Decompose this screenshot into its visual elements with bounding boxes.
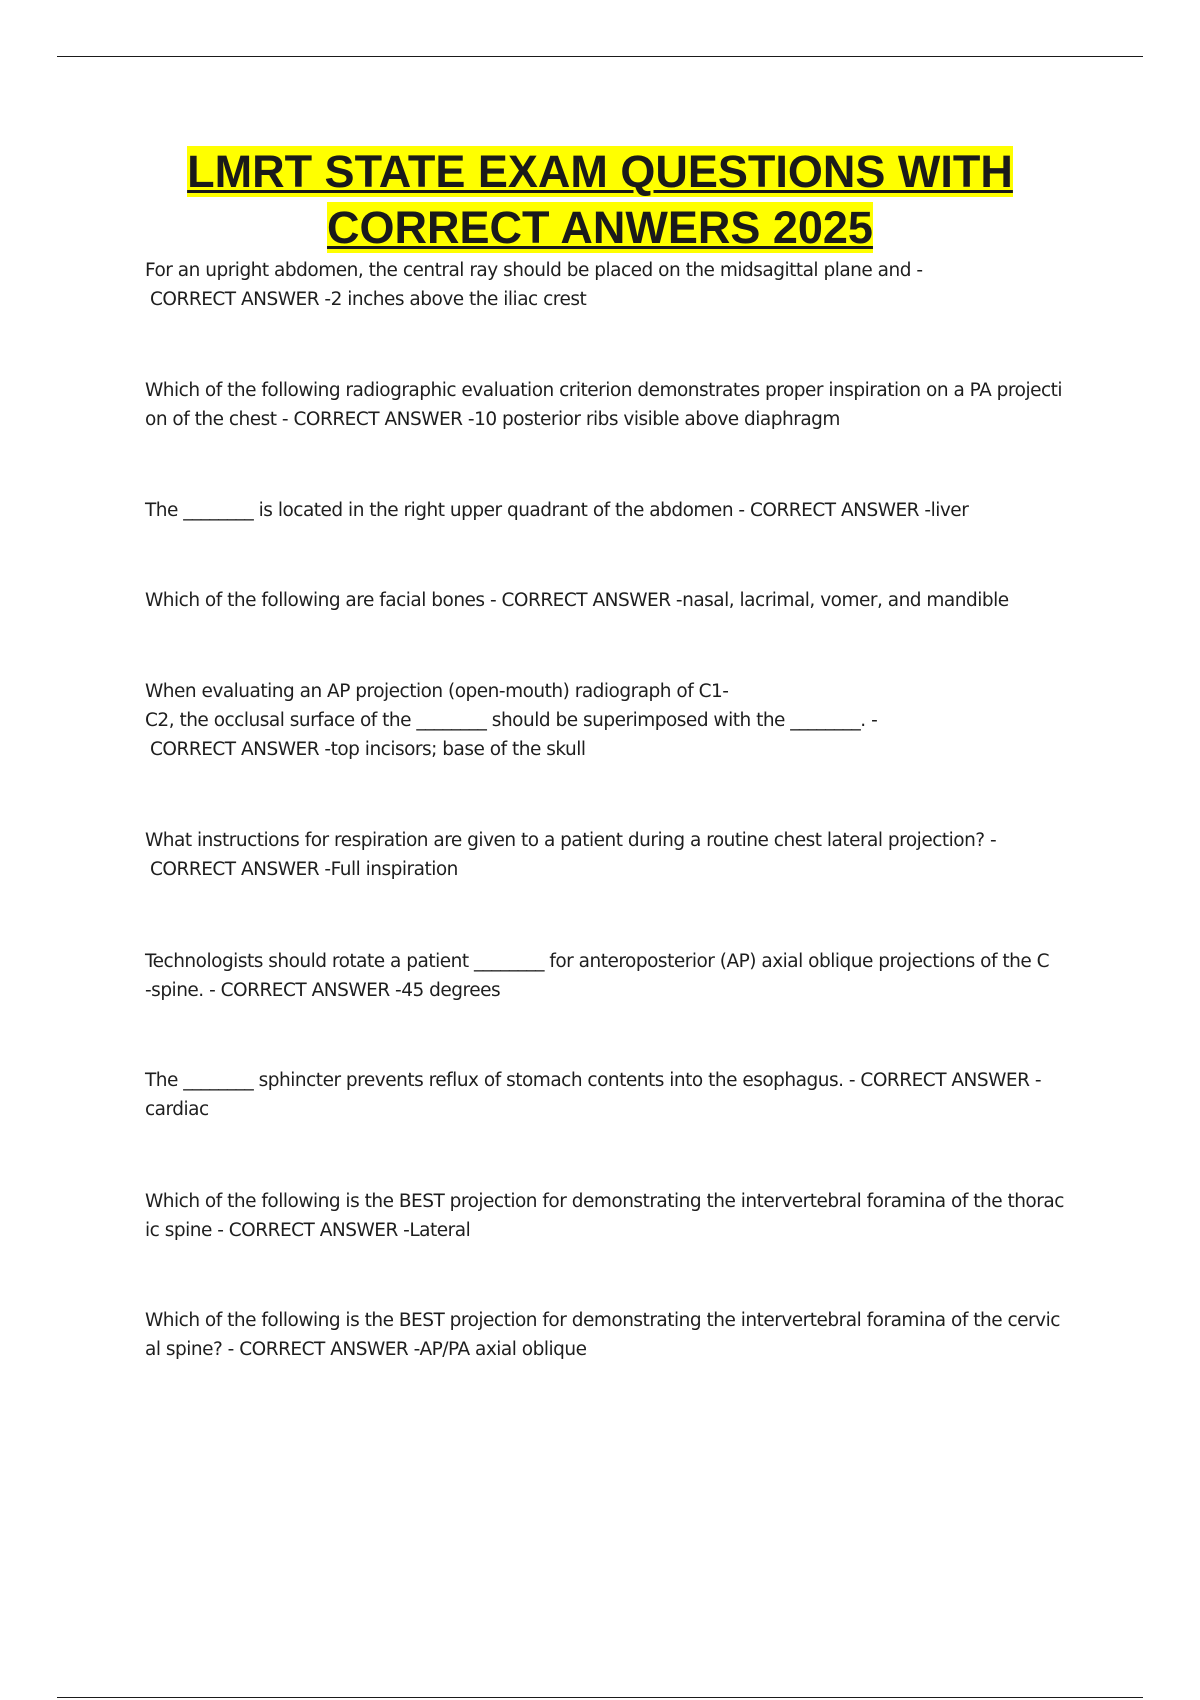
question-text: Which of the following radiographic evaluation criterion demonstrates proper inspiration on a PA projecti	[145, 380, 1063, 401]
answer-text: ic spine - CORRECT ANSWER -Lateral	[145, 1220, 471, 1241]
qa-item-6	[145, 826, 1095, 884]
question-text: C2, the occlusal surface of the ________ should be superimposed with the ________. -	[145, 710, 878, 731]
question-text: Which of the following are facial bones - CORRECT ANSWER -nasal, lacrimal, vomer, and mandible	[145, 590, 1009, 611]
question-text: The ________ is located in the right upper quadrant of the abdomen - CORRECT ANSWER -liver	[145, 500, 969, 521]
qa-item-4	[145, 586, 1095, 615]
answer-text: CORRECT ANSWER -2 inches above the iliac crest	[150, 289, 587, 310]
qa-item-8	[145, 1066, 1095, 1124]
answer-text: CORRECT ANSWER -top incisors; base of the skull	[150, 739, 586, 760]
qa-item-10	[145, 1306, 1095, 1364]
qa-item-3	[145, 496, 1095, 525]
question-text: Which of the following is the BEST projection for demonstrating the intervertebral foramina of the cervic	[145, 1310, 1060, 1331]
qa-item-9	[145, 1187, 1095, 1245]
bottom-rule	[57, 1697, 1143, 1698]
title-line-1: LMRT STATE EXAM QUESTIONS WITH	[187, 146, 1013, 197]
title-line-2: CORRECT ANWERS 2025	[327, 202, 873, 253]
qa-item-1	[145, 256, 1095, 314]
question-text: What instructions for respiration are given to a patient during a routine chest lateral projection? -	[145, 830, 997, 851]
answer-text: cardiac	[145, 1099, 209, 1120]
qa-item-2	[145, 376, 1095, 434]
qa-item-5	[145, 677, 1095, 764]
question-text: The ________ sphincter prevents reflux of stomach contents into the esophagus. - CORRECT ANSWER -	[145, 1070, 1042, 1091]
document-title	[57, 144, 1143, 256]
question-text: Which of the following is the BEST projection for demonstrating the intervertebral foramina of the thorac	[145, 1191, 1064, 1212]
answer-text: al spine? - CORRECT ANSWER -AP/PA axial oblique	[145, 1339, 587, 1360]
answer-text: CORRECT ANSWER -Full inspiration	[150, 859, 458, 880]
top-rule	[57, 56, 1143, 57]
answer-text: on of the chest - CORRECT ANSWER -10 posterior ribs visible above diaphragm	[145, 409, 840, 430]
question-text: Technologists should rotate a patient ________ for anteroposterior (AP) axial oblique projections of the C	[145, 951, 1050, 972]
question-text: For an upright abdomen, the central ray should be placed on the midsagittal plane and -	[145, 260, 923, 281]
qa-item-7	[145, 947, 1095, 1005]
question-text: When evaluating an AP projection (open-mouth) radiograph of C1-	[145, 681, 729, 702]
answer-text: -spine. - CORRECT ANSWER -45 degrees	[145, 980, 501, 1001]
